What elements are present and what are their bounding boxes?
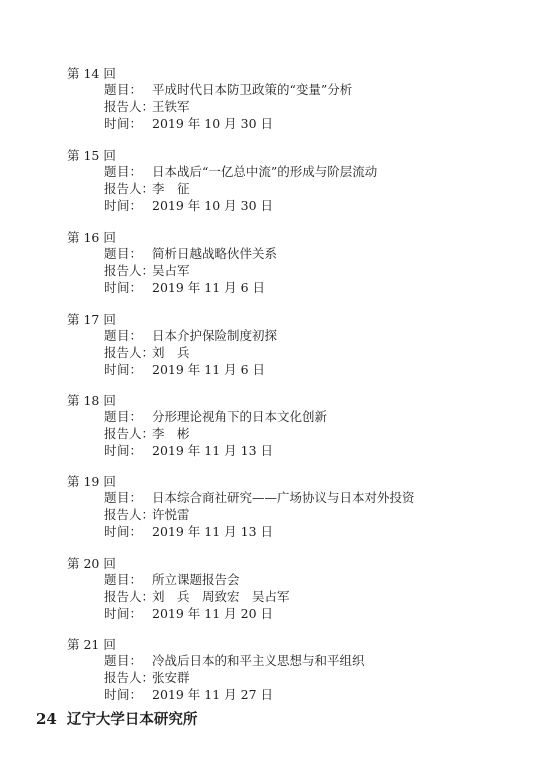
time-label: [104, 687, 142, 703]
time-row: [104, 443, 273, 459]
topic-row: [104, 572, 240, 588]
institution-name: 辽宁大学日本研究所: [66, 711, 198, 728]
topic-label-part: 题: [104, 164, 117, 179]
time-label-part: 间：: [116, 687, 142, 702]
time-label-part: 时: [104, 198, 117, 213]
topic-row: [104, 409, 327, 425]
time-label: [104, 443, 142, 459]
topic-label-part: 目：: [116, 164, 142, 179]
session-heading: 第 16 回: [67, 230, 116, 245]
time-value: 2019 年 11 月 13 日: [152, 524, 273, 539]
time-label-part: 时: [104, 524, 117, 539]
topic-label-part: 题: [104, 572, 117, 587]
time-label-part: 间：: [116, 524, 142, 539]
reporter-label: 报告人：: [104, 263, 155, 278]
time-label-part: 时: [104, 606, 117, 621]
time-label: [104, 116, 142, 132]
time-value: 2019 年 11 月 6 日: [152, 362, 266, 377]
reporter-row: [104, 345, 190, 361]
time-label: [104, 362, 142, 378]
time-row: [104, 524, 273, 540]
topic-label-part: 目：: [116, 490, 142, 505]
reporter-row: [104, 507, 190, 523]
topic-label-part: 目：: [116, 409, 142, 424]
time-label-part: 时: [104, 687, 117, 702]
time-row: [104, 116, 273, 132]
session-heading: 第 15 回: [67, 148, 116, 163]
time-label: [104, 606, 142, 622]
topic-label-part: 题: [104, 328, 117, 343]
session-heading: 第 19 回: [67, 474, 116, 489]
topic-label-part: 题: [104, 409, 117, 424]
session-heading: 第 14 回: [67, 66, 116, 81]
topic-row: [104, 653, 365, 669]
reporter-value: 吴占军: [152, 263, 190, 278]
reporter-label: 报告人：: [104, 670, 155, 685]
topic-label: [104, 490, 142, 506]
reporter-row: [104, 426, 190, 442]
topic-label-part: 题: [104, 653, 117, 668]
time-row: [104, 606, 273, 622]
reporter-row: [104, 263, 190, 279]
topic-label: [104, 572, 142, 588]
topic-value: 冷战后日本的和平主义思想与和平组织: [152, 653, 365, 668]
reporter-value: 李 征: [152, 181, 190, 196]
page-number: 24: [36, 710, 57, 728]
time-label-part: 时: [104, 362, 117, 377]
reporter-label: 报告人：: [104, 181, 155, 196]
time-value: 2019 年 11 月 27 日: [152, 687, 273, 702]
topic-label-part: 目：: [116, 82, 142, 97]
reporter-value: 王铁军: [152, 99, 190, 114]
topic-label-part: 目：: [116, 653, 142, 668]
topic-row: [104, 490, 415, 506]
topic-row: [104, 82, 352, 98]
time-row: [104, 198, 273, 214]
reporter-value: 李 彬: [152, 426, 190, 441]
time-label-part: 间：: [116, 362, 142, 377]
topic-label: [104, 328, 142, 344]
topic-label: [104, 164, 142, 180]
topic-label-part: 目：: [116, 328, 142, 343]
time-row: [104, 280, 265, 296]
time-value: 2019 年 11 月 6 日: [152, 280, 266, 295]
reporter-row: [104, 181, 190, 197]
topic-row: [104, 164, 377, 180]
time-label: [104, 198, 142, 214]
topic-label-part: 题: [104, 490, 117, 505]
session-heading: 第 21 回: [67, 637, 116, 652]
time-value: 2019 年 11 月 13 日: [152, 443, 273, 458]
time-label-part: 间：: [116, 443, 142, 458]
topic-value: 分形理论视角下的日本文化创新: [152, 409, 328, 424]
time-label-part: 时: [104, 443, 117, 458]
topic-value: 日本战后“一亿总中流”的形成与阶层流动: [152, 164, 378, 179]
reporter-value: 刘 兵: [152, 345, 190, 360]
reporter-label: 报告人：: [104, 507, 155, 522]
reporter-value: 张安群: [152, 670, 190, 685]
reporter-row: [104, 99, 190, 115]
topic-label-part: 题: [104, 82, 117, 97]
time-label-part: 间：: [116, 198, 142, 213]
topic-label-part: 目：: [116, 246, 142, 261]
time-row: [104, 362, 265, 378]
topic-value: 日本介护保险制度初探: [152, 328, 278, 343]
time-label: [104, 524, 142, 540]
time-value: 2019 年 11 月 20 日: [152, 606, 273, 621]
reporter-label: 报告人：: [104, 99, 155, 114]
topic-value: 平成时代日本防卫政策的“变量”分析: [152, 82, 353, 97]
reporter-label: 报告人：: [104, 426, 155, 441]
time-label-part: 间：: [116, 116, 142, 131]
time-label: [104, 280, 142, 296]
topic-label: [104, 246, 142, 262]
time-label-part: 时: [104, 116, 117, 131]
page-footer: [36, 709, 197, 730]
topic-row: [104, 246, 277, 262]
topic-label: [104, 409, 142, 425]
session-heading: 第 20 回: [67, 556, 116, 571]
topic-value: 日本综合商社研究——广场协议与日本对外投资: [152, 490, 415, 505]
time-label-part: 间：: [116, 280, 142, 295]
topic-label: [104, 82, 142, 98]
time-label-part: 时: [104, 280, 117, 295]
time-row: [104, 687, 273, 703]
reporter-label: 报告人：: [104, 589, 155, 604]
time-value: 2019 年 10 月 30 日: [152, 198, 273, 213]
reporter-value: 刘 兵 周致宏 吴占军: [152, 589, 290, 604]
session-heading: 第 18 回: [67, 393, 116, 408]
reporter-row: [104, 670, 190, 686]
reporter-value: 许悦雷: [152, 507, 190, 522]
topic-label-part: 目：: [116, 572, 142, 587]
time-label-part: 间：: [116, 606, 142, 621]
time-value: 2019 年 10 月 30 日: [152, 116, 273, 131]
topic-value: 所立课题报告会: [152, 572, 240, 587]
topic-label-part: 题: [104, 246, 117, 261]
topic-value: 简析日越战略伙伴关系: [152, 246, 278, 261]
reporter-row: [104, 589, 290, 605]
topic-row: [104, 328, 277, 344]
reporter-label: 报告人：: [104, 345, 155, 360]
topic-label: [104, 653, 142, 669]
session-heading: 第 17 回: [67, 312, 116, 327]
